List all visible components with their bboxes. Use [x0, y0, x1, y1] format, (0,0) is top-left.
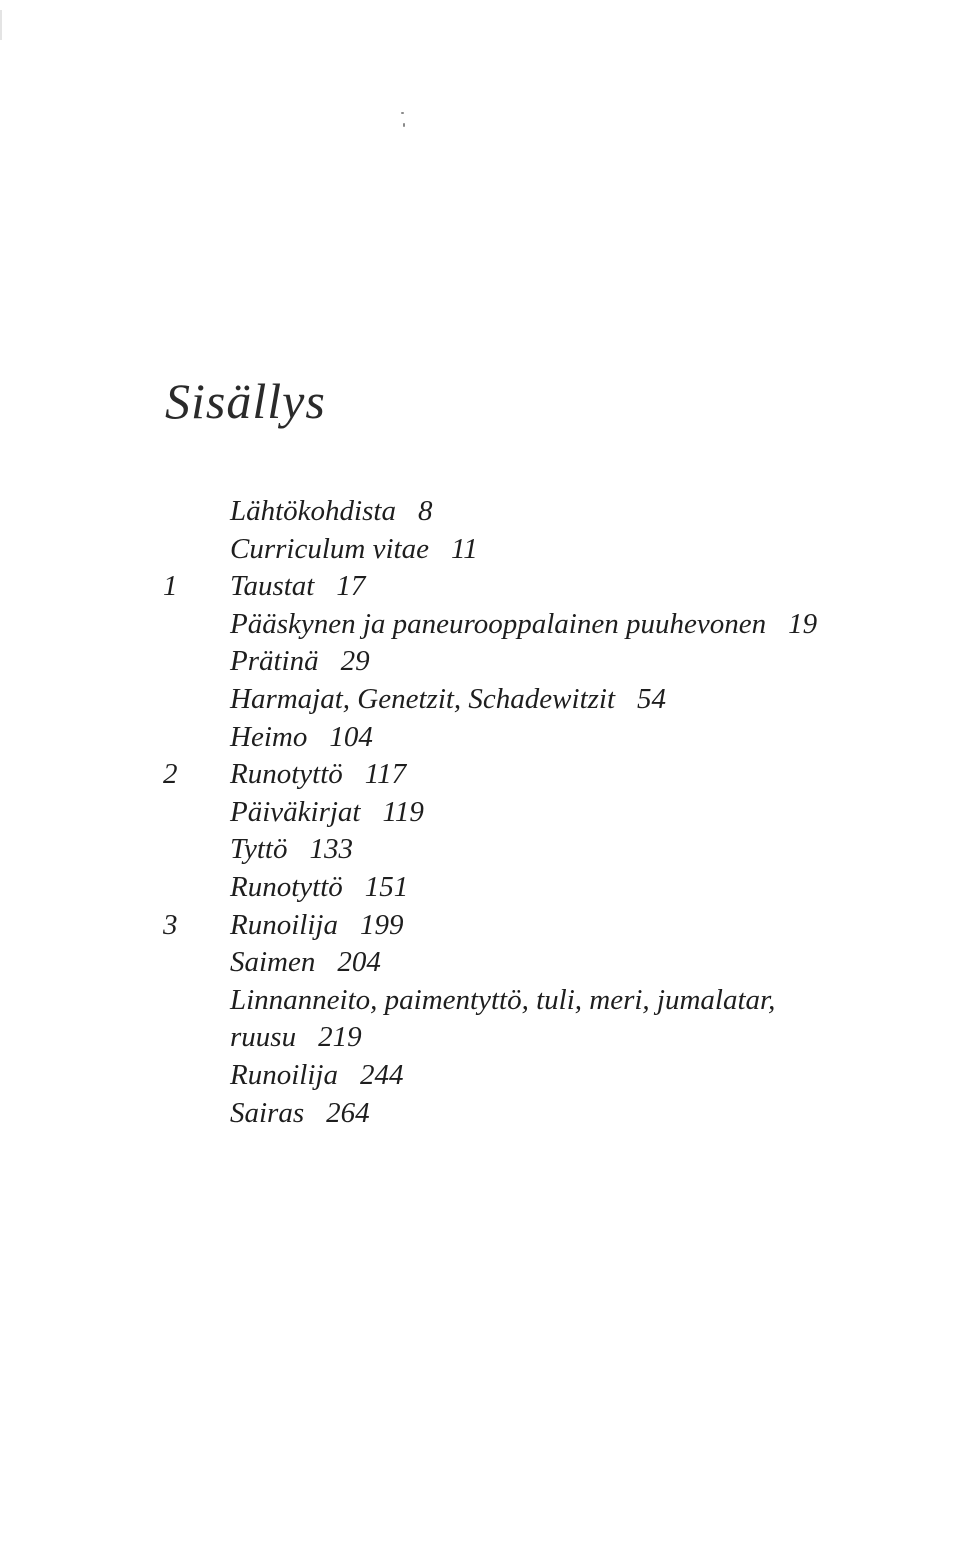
toc-entry-text	[230, 606, 817, 644]
entry-title: Harmajat, Genetzit, Schadewitzit	[230, 682, 616, 715]
page-number: 29	[340, 645, 370, 678]
toc-entry	[0, 719, 960, 757]
page-number: 204	[337, 946, 381, 979]
toc-entry	[0, 756, 960, 794]
entry-title: Runoilija	[230, 908, 338, 941]
page-number: 264	[326, 1096, 370, 1129]
dust-speck	[403, 123, 405, 127]
page-edge-shadow	[0, 10, 2, 40]
page-number: 117	[364, 758, 407, 791]
toc-entry	[0, 568, 960, 606]
toc-entry	[0, 831, 960, 869]
toc-entry-text	[230, 907, 403, 945]
toc-entry-text	[230, 681, 666, 719]
toc-entry-text	[230, 1095, 370, 1133]
page-number: 19	[788, 607, 818, 640]
page-number: 133	[309, 833, 353, 866]
entry-title: Sairas	[230, 1096, 305, 1129]
entry-title: Taustat	[230, 570, 315, 603]
page-number: 119	[382, 795, 424, 828]
toc-entry	[0, 794, 960, 832]
page-number: 17	[336, 570, 366, 603]
toc-entry	[0, 643, 960, 681]
page-title: Sisällys	[165, 373, 326, 429]
toc-entry	[0, 1057, 960, 1095]
entry-title: Prätinä	[230, 645, 319, 678]
chapter-number: 3	[163, 908, 178, 941]
chapter-number: 2	[163, 758, 178, 791]
toc-entry	[0, 531, 960, 569]
entry-title: Tyttö	[230, 833, 288, 866]
dust-speck	[401, 112, 404, 114]
entry-title: Curriculum vitae	[230, 532, 429, 565]
page-number: 54	[637, 682, 667, 715]
toc-entry-text	[230, 719, 373, 757]
toc-entry-text	[230, 982, 797, 1020]
toc-entry-text	[230, 643, 370, 681]
entry-title: Heimo	[230, 720, 308, 753]
entry-title: ruusu	[230, 1021, 297, 1054]
entry-title: Pääskynen ja paneurooppalainen puuhevonen	[230, 607, 767, 640]
entry-title: Runotyttö	[230, 758, 343, 791]
toc-entry-text	[230, 1057, 403, 1095]
toc-entry-text	[230, 794, 424, 832]
toc-entry	[0, 982, 960, 1020]
page-number: 244	[359, 1058, 404, 1091]
chapter-number: 1	[163, 570, 178, 603]
toc-entry	[0, 869, 960, 907]
toc-entry	[0, 907, 960, 945]
toc-entry-text	[230, 1019, 362, 1057]
toc-entry-text	[230, 869, 408, 907]
page-number: 11	[450, 532, 478, 565]
toc-entry	[0, 1095, 960, 1133]
toc-entry-text	[230, 493, 432, 531]
page-number: 104	[329, 720, 373, 753]
entry-title: Runoilija	[230, 1058, 338, 1091]
page-number: 151	[364, 870, 409, 903]
toc-entry-text	[230, 831, 353, 869]
entry-title: Saimen	[230, 946, 316, 979]
entry-title: Päiväkirjat	[230, 795, 361, 828]
toc-entry-text	[230, 531, 478, 569]
entry-title: Linnanneito, paimentyttö, tuli, meri, jumalatar,	[230, 983, 776, 1016]
page-number: 219	[318, 1021, 362, 1054]
entry-title: Lähtökohdista	[230, 495, 396, 527]
toc-entry-text	[230, 568, 365, 606]
toc-entry	[0, 1019, 960, 1057]
toc-entry	[0, 493, 960, 531]
page-number: 8	[417, 495, 433, 527]
toc-entry-text	[230, 756, 406, 794]
page-number: 199	[359, 908, 404, 941]
toc-entry	[0, 681, 960, 719]
table-of-contents	[0, 493, 960, 1132]
entry-title: Runotyttö	[230, 870, 343, 903]
toc-entry-text	[230, 944, 381, 982]
toc-entry	[0, 944, 960, 982]
toc-entry	[0, 606, 960, 644]
